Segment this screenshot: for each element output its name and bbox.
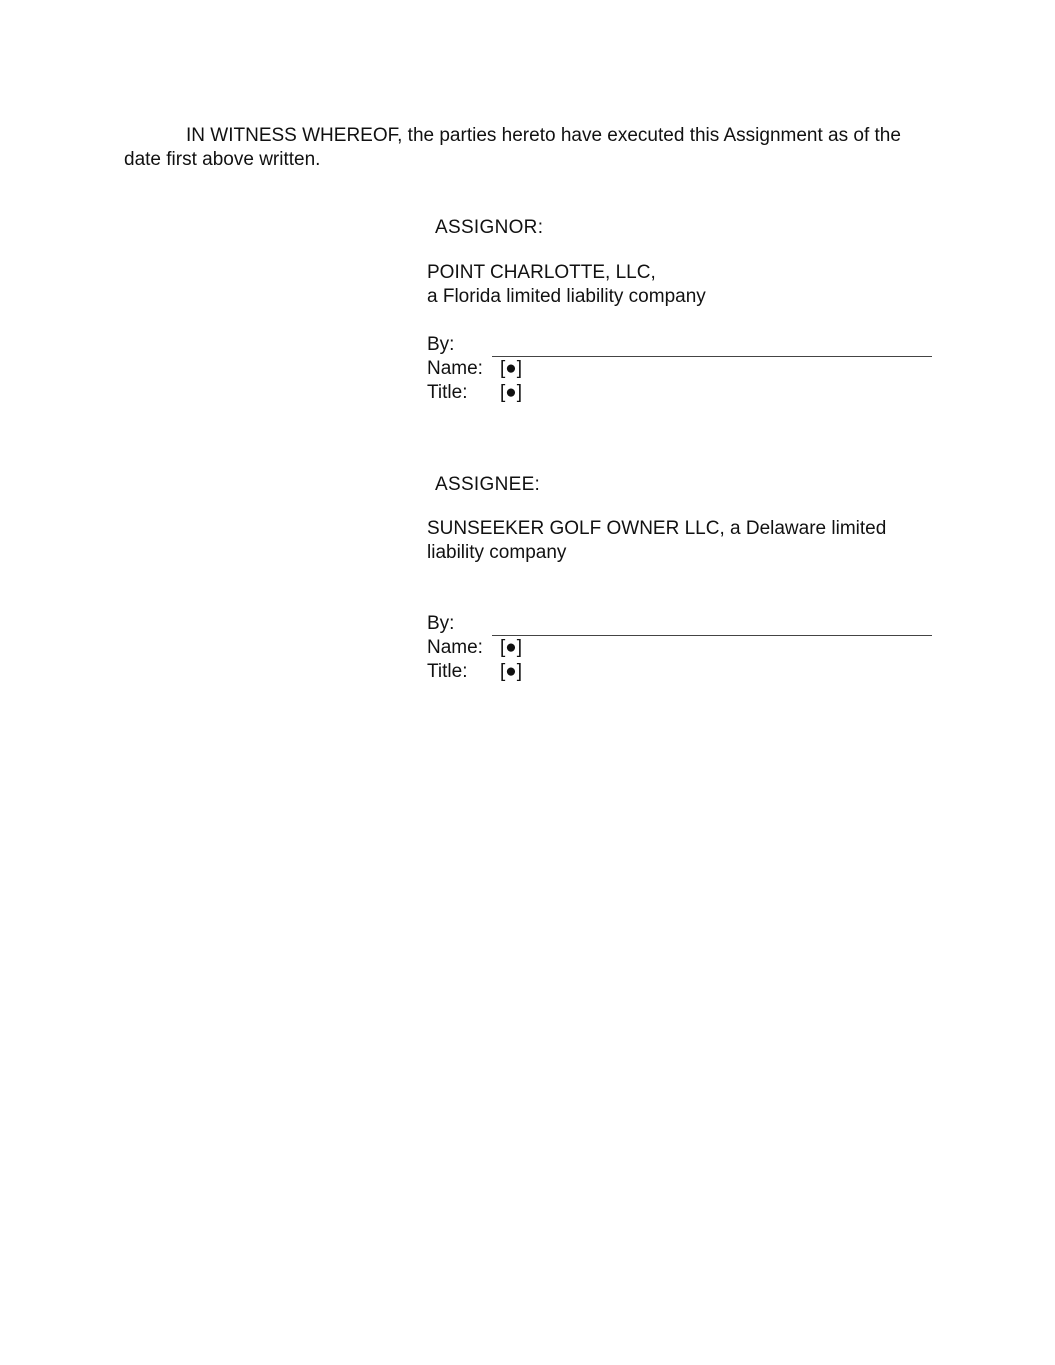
assignee-signature-block (427, 612, 932, 684)
assignee-name-value: [●] (500, 637, 523, 658)
assignee-entity-name: SUNSEEKER GOLF OWNER LLC, a Delaware limited (427, 518, 887, 539)
assignor-signature-block (427, 333, 932, 405)
assignor-entity-name: POINT CHARLOTTE, LLC, (427, 262, 656, 283)
assignor-entity-description: a Florida limited liability company (427, 286, 706, 307)
assignee-title-row (427, 660, 932, 684)
assignor-by-row (427, 333, 932, 357)
assignee-entity (427, 517, 927, 565)
assignor-entity (427, 261, 927, 309)
assignor-by-label: By: (427, 334, 455, 355)
assignor-title-label: Title: (427, 382, 468, 403)
assignor-label: ASSIGNOR: (435, 217, 544, 238)
assignee-by-row (427, 612, 932, 636)
assignee-by-label: By: (427, 613, 455, 634)
assignor-title-value: [●] (500, 382, 523, 403)
assignor-name-row (427, 357, 932, 381)
assignor-title-row (427, 381, 932, 405)
assignee-name-label: Name: (427, 637, 483, 658)
assignee-title-value: [●] (500, 661, 523, 682)
assignor-name-value: [●] (500, 358, 523, 379)
assignee-name-row (427, 636, 932, 660)
assignor-name-label: Name: (427, 358, 483, 379)
assignee-label: ASSIGNEE: (435, 474, 541, 495)
assignee-entity-description: liability company (427, 542, 567, 563)
assignee-title-label: Title: (427, 661, 468, 682)
witness-paragraph: IN WITNESS WHEREOF, the parties hereto have executed this Assignment as of the date first above written. (124, 125, 901, 170)
